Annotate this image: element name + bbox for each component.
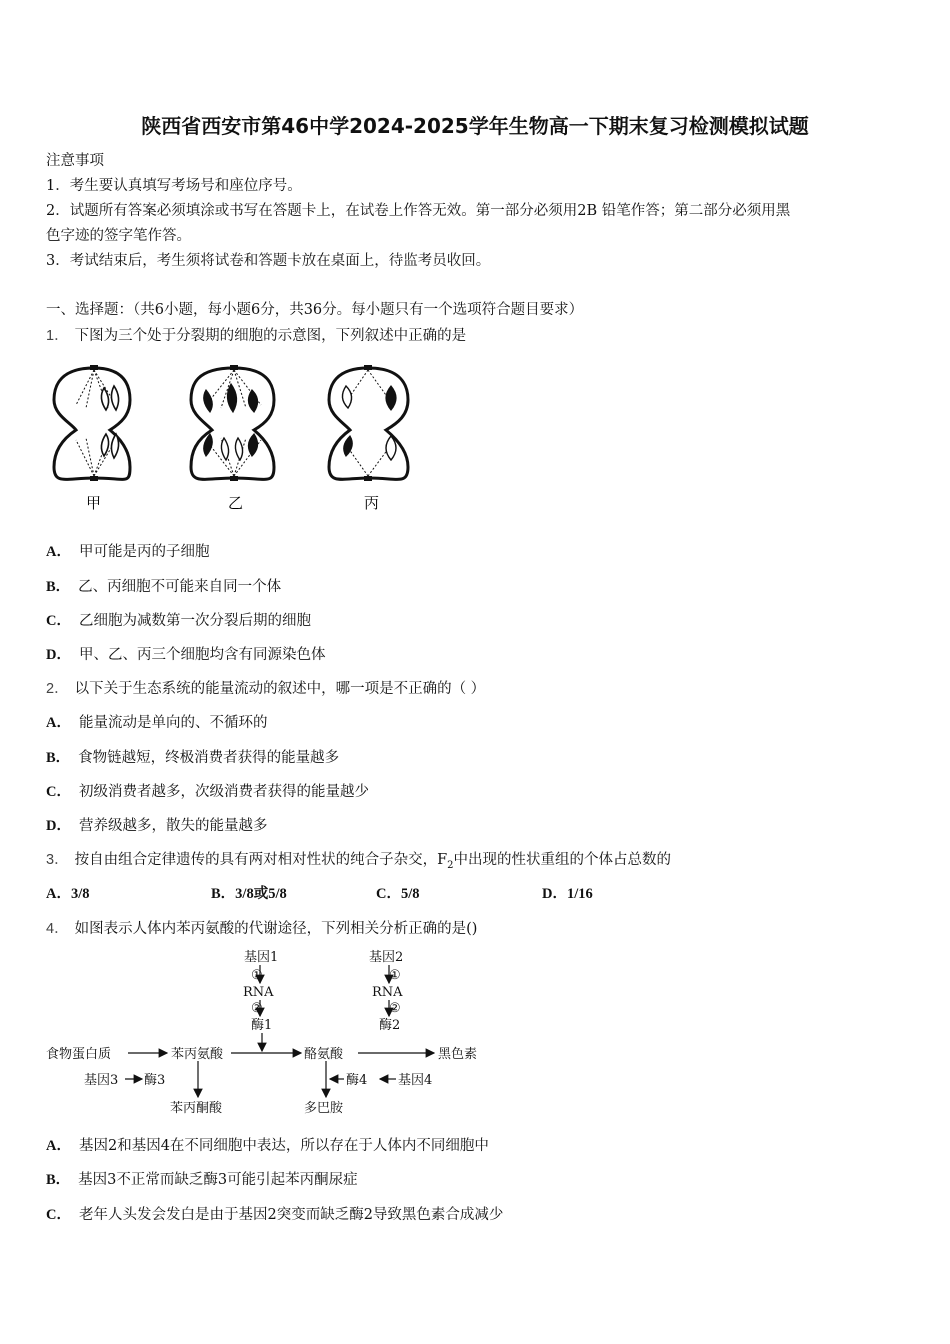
metabolic-pathway-diagram [46, 945, 506, 1120]
q2-option-d[interactable]: D． 营养级越多，散失的能量越多 [46, 818, 268, 834]
gene2-label: 基因2 [369, 950, 404, 965]
page-title: 陕西省西安市第46中学2024-2025学年生物高一下期末复习检测模拟试题 [141, 114, 809, 138]
q4-option-c[interactable]: C． 老年人头发会发白是由于基因2突变而缺乏酶2导致黑色素合成减少 [46, 1207, 504, 1223]
notice-item: 色字迹的签字笔作答。 [46, 228, 191, 244]
step2-label: ② [251, 1001, 263, 1016]
phenylalanine-label: 苯丙氨酸 [171, 1047, 224, 1062]
step1-label-b: ① [389, 968, 401, 983]
question-text-rest: 中出现的性状重组的个体占总数的 [453, 852, 672, 868]
q2-option-c[interactable]: C． 初级消费者越多，次级消费者获得的能量越少 [46, 784, 369, 800]
q4-option-b[interactable]: B． 基因3不正常而缺乏酶3可能引起苯丙酮尿症 [46, 1172, 358, 1188]
cell-bing [329, 368, 408, 479]
question-number: 1． [46, 328, 69, 344]
gene1-label: 基因1 [244, 950, 279, 965]
q2-option-a[interactable]: A． 能量流动是单向的、不循环的 [46, 715, 268, 731]
q1-option-c[interactable]: C． 乙细胞为减数第一次分裂后期的细胞 [46, 613, 311, 629]
q3-option-c[interactable]: C．5/8 [376, 886, 420, 902]
q2-option-b[interactable]: B． 食物链越短，终极消费者获得的能量越多 [46, 750, 340, 766]
q3-option-d[interactable]: D．1/16 [542, 886, 593, 902]
question-4 [46, 919, 477, 939]
notice-item: 2．试题所有答案必须填涂或书写在答题卡上，在试卷上作答无效。第一部分必须用2B 铅笔作答；第二部分必须用黑 [46, 203, 791, 219]
question-number: 4． [46, 921, 69, 937]
cell-yi [191, 368, 274, 479]
figure-label-jia: 甲 [86, 494, 102, 512]
question-text: 按自由组合定律遗传的具有两对相对性状的纯合子杂交，F [74, 852, 448, 868]
question-2 [46, 679, 485, 699]
gene3-label: 基因3 [84, 1073, 119, 1088]
cell-jia [54, 368, 130, 479]
melanin-label: 黑色素 [438, 1047, 478, 1062]
notice-item: 1．考生要认真填写考场号和座位序号。 [46, 178, 302, 194]
q3-option-b[interactable]: B．3/8或5/8 [211, 886, 287, 902]
question-number: 2． [46, 681, 69, 697]
enzyme2-label: 酶2 [379, 1018, 401, 1033]
q3-option-a[interactable]: A．3/8 [46, 886, 90, 902]
enzyme1-label: 酶1 [251, 1018, 273, 1033]
notice-item: 3．考试结束后，考生须将试卷和答题卡放在桌面上，待监考员收回。 [46, 253, 491, 269]
question-3 [46, 850, 671, 876]
dopamine-label: 多巴胺 [304, 1101, 344, 1116]
figure-label-bing: 丙 [364, 494, 380, 512]
question-text: 下图为三个处于分裂期的细胞的示意图，下列叙述中正确的是 [74, 328, 467, 344]
q1-option-b[interactable]: B． 乙、丙细胞不可能来自同一个体 [46, 579, 282, 595]
step1-label: ① [251, 968, 263, 983]
food-protein-label: 食物蛋白质 [46, 1047, 112, 1062]
step2-label-b: ② [389, 1001, 401, 1016]
enzyme4-label: 酶4 [346, 1073, 368, 1088]
notice-heading: 注意事项 [46, 153, 104, 169]
tyrosine-label: 酪氨酸 [304, 1047, 344, 1062]
cell-division-figure [46, 360, 426, 520]
enzyme3-label: 酶3 [144, 1073, 166, 1088]
subscript: 2 [447, 859, 454, 871]
section-heading: 一、选择题：（共6小题，每小题6分，共36分。每小题只有一个选项符合题目要求） [46, 302, 584, 318]
question-text: 以下关于生态系统的能量流动的叙述中，哪一项是不正确的（ ） [74, 681, 486, 697]
gene4-label: 基因4 [398, 1073, 433, 1088]
figure-label-yi: 乙 [228, 494, 244, 512]
question-text: 如图表示人体内苯丙氨酸的代谢途径，下列相关分析正确的是() [74, 921, 478, 937]
question-1 [46, 326, 466, 346]
rna-label-2: RNA [372, 985, 403, 1000]
question-number: 3． [46, 852, 69, 868]
q1-option-d[interactable]: D． 甲、乙、丙三个细胞均含有同源染色体 [46, 647, 326, 663]
q1-option-a[interactable]: A． 甲可能是丙的子细胞 [46, 544, 210, 560]
phenylpyruvic-label: 苯丙酮酸 [170, 1101, 223, 1116]
q4-option-a[interactable]: A． 基因2和基因4在不同细胞中表达，所以存在于人体内不同细胞中 [46, 1138, 489, 1154]
rna-label-1: RNA [243, 985, 274, 1000]
